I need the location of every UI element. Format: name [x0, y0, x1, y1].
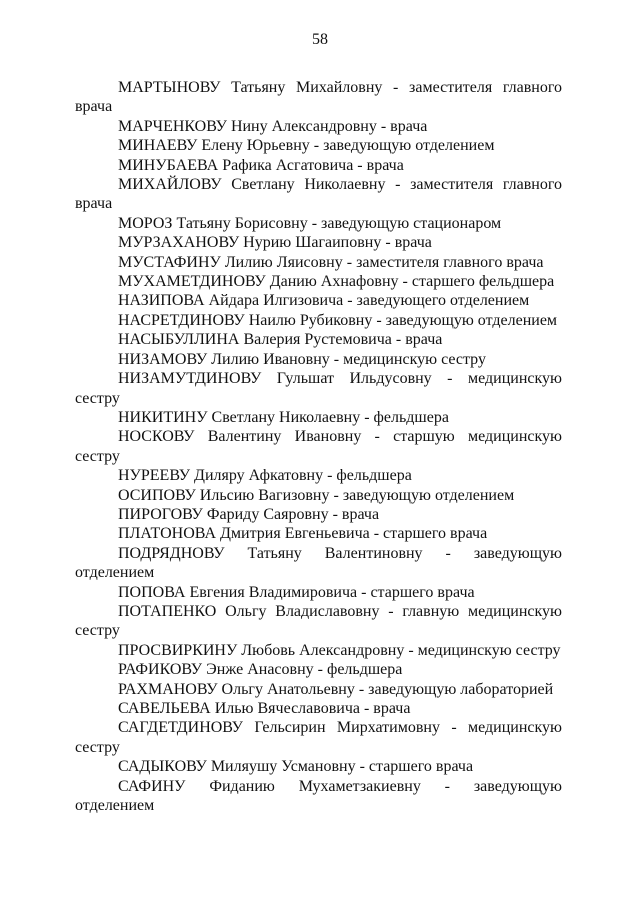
- list-item: САФИНУ Фиданию Мухаметзакиевну - заведующую отделением: [75, 777, 562, 815]
- list-item: ПОДРЯДНОВУ Татьяну Валентиновну - заведующую отделением: [75, 544, 562, 582]
- list-item: САВЕЛЬЕВА Илью Вячеславовича - врача: [118, 700, 411, 717]
- list-item: НАСЫБУЛЛИНА Валерия Рустемовича - врача: [118, 331, 443, 349]
- list-item: НИКИТИНУ Светлану Николаевну - фельдшера: [118, 408, 449, 426]
- list-item: ОСИПОВУ Ильсию Вагизовну - заведующую отделением: [118, 486, 515, 504]
- list-item: САДЫКОВУ Миляушу Усмановну - старшего врача: [118, 758, 474, 776]
- appointment-list: [75, 78, 562, 815]
- list-item: РАХМАНОВУ Ольгу Анатольевну - заведующую лабораторией: [118, 680, 554, 698]
- list-item: МУРЗАХАНОВУ Нурию Шагаиповну - врача: [118, 234, 432, 252]
- list-item: ПОТАПЕНКО Ольгу Владиславовну - главную медицинскую сестру: [75, 602, 562, 640]
- list-item: ПОПОВА Евгения Владимировича - старшего врача: [118, 583, 475, 601]
- list-item: МИХАЙЛОВУ Светлану Николаевну - заместителя главного врача: [75, 176, 562, 213]
- list-item: МУХАМЕТДИНОВУ Данию Ахнафовну - старшего фельдшера: [118, 273, 555, 291]
- list-item: НУРЕЕВУ Диляру Афкатовну - фельдшера: [118, 467, 412, 485]
- list-item: ПРОСВИРКИНУ Любовь Александровну - медицинскую сестру: [118, 641, 561, 659]
- list-item: НИЗАМУТДИНОВУ Гульшат Ильдусовну - медицинскую сестру: [75, 370, 562, 407]
- list-item: НАСРЕТДИНОВУ Наилю Рубиковну - заведующую отделением: [118, 311, 558, 329]
- list-item: МОРОЗ Татьяну Борисовну - заведующую стационаром: [118, 214, 502, 232]
- list-item: МАРЧЕНКОВУ Нину Александровну - врача: [118, 117, 428, 135]
- list-item: МИНАЕВУ Елену Юрьевну - заведующую отделением: [118, 137, 495, 155]
- list-item: ПЛАТОНОВА Дмитрия Евгеньевича - старшего врача: [118, 525, 488, 543]
- list-item: РАФИКОВУ Энже Анасовну - фельдшера: [118, 661, 403, 679]
- list-item: МИНУБАЕВА Рафика Асгатовича - врача: [118, 156, 404, 174]
- page-number: 58: [312, 31, 328, 48]
- list-item: МУСТАФИНУ Лилию Ляисовну - заместителя главного врача: [118, 253, 544, 271]
- list-item: НОСКОВУ Валентину Ивановну - старшую медицинскую сестру: [75, 428, 562, 465]
- list-item: САГДЕТДИНОВУ Гельсирин Мирхатимовну - медицинскую сестру: [75, 719, 562, 756]
- list-item: НАЗИПОВА Айдара Илгизовича - заведующего отделением: [118, 292, 530, 310]
- list-item: МАРТЫНОВУ Татьяну Михайловну - заместителя главного врача: [75, 79, 562, 116]
- list-item: ПИРОГОВУ Фариду Саяровну - врача: [118, 505, 380, 523]
- list-item: НИЗАМОВУ Лилию Ивановну - медицинскую сестру: [118, 350, 486, 368]
